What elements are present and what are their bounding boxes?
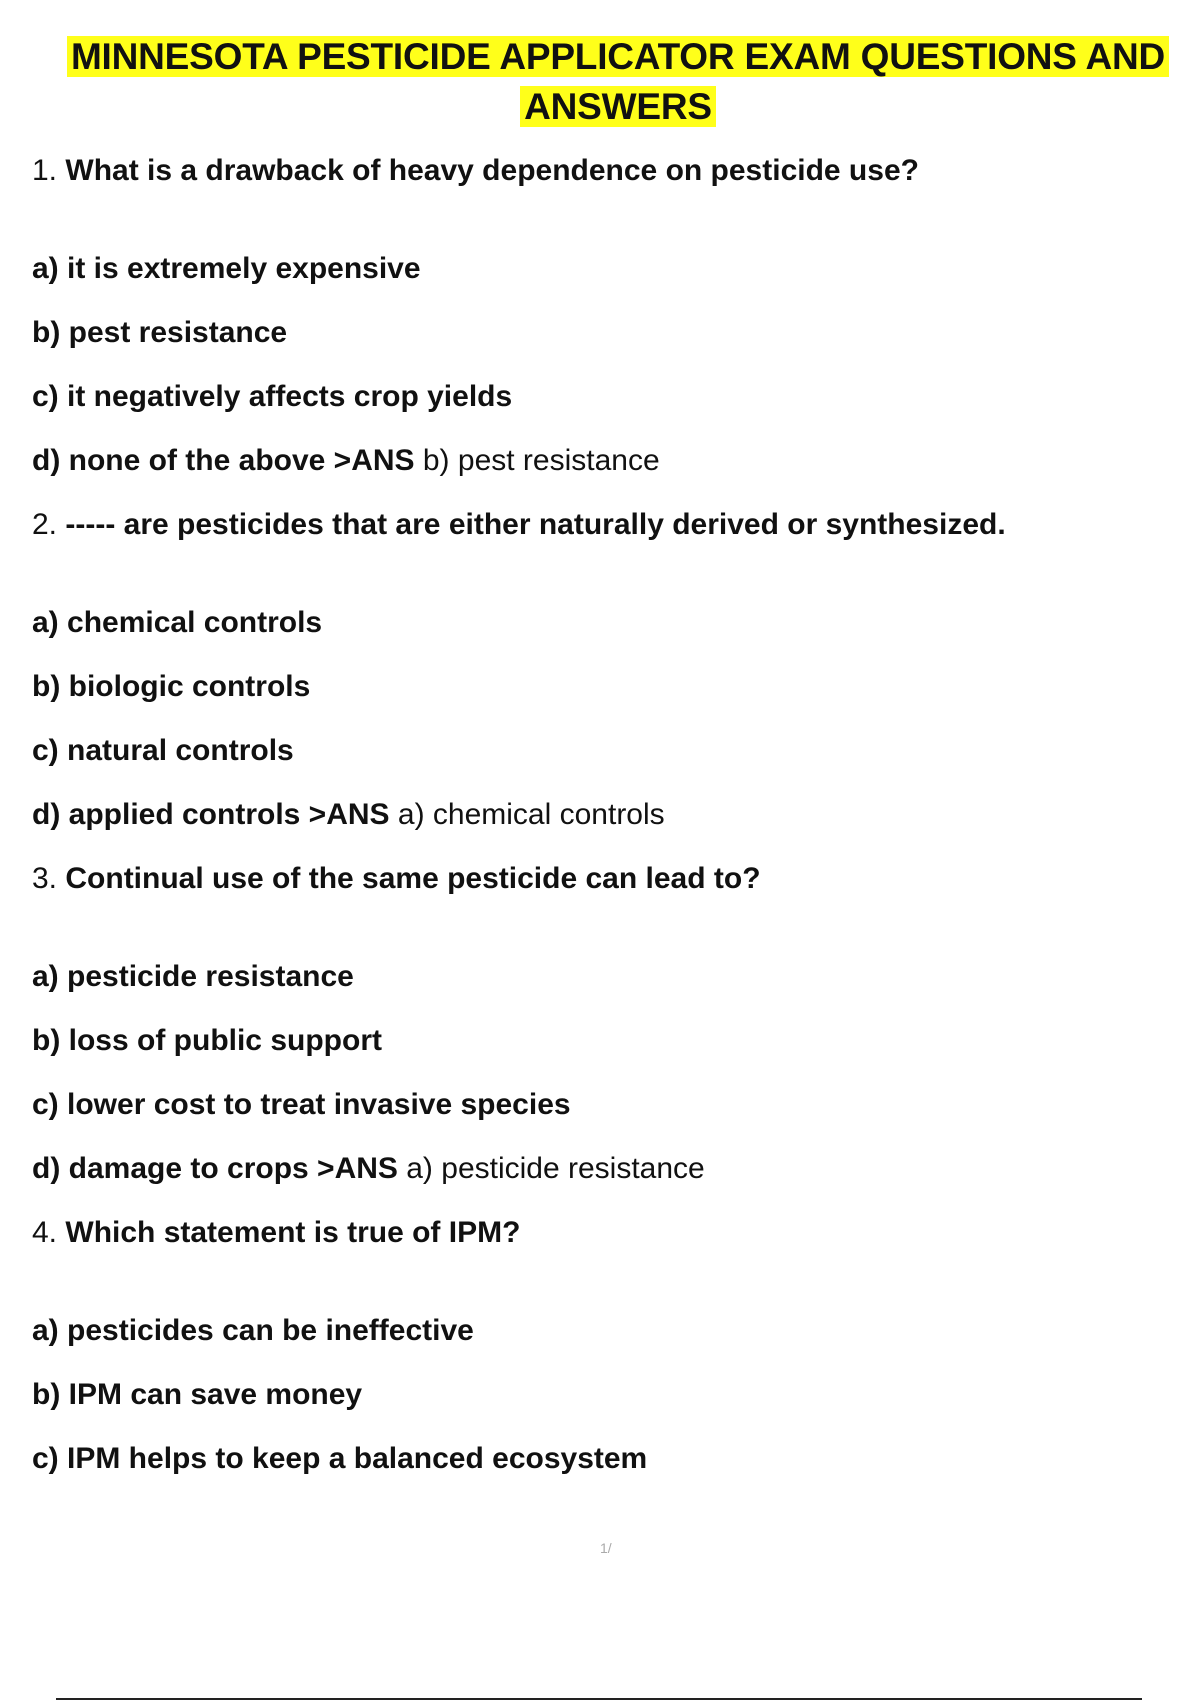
question-1-option-c: c) it negatively affects crop yields: [32, 380, 513, 413]
question-2-option-b: b) biologic controls: [32, 670, 311, 703]
question-3-answer: a) pesticide resistance: [406, 1152, 705, 1185]
question-4-option-c: c) IPM helps to keep a balanced ecosystem: [32, 1442, 648, 1475]
question-list: [32, 150, 1172, 1480]
question-3-option-d: d) damage to crops >ANS a) pesticide resistance: [32, 1152, 705, 1185]
question-4-option-a: a) pesticides can be ineffective: [32, 1314, 474, 1347]
question-3-option-c: c) lower cost to treat invasive species: [32, 1088, 571, 1121]
question-2-option-a: a) chemical controls: [32, 606, 323, 639]
question-1: 1. What is a drawback of heavy dependence on pesticide use?: [32, 154, 919, 187]
title-line-1: MINNESOTA PESTICIDE APPLICATOR EXAM QUESTIONS AND: [67, 36, 1169, 77]
question-1-option-d: d) none of the above >ANS b) pest resistance: [32, 444, 660, 477]
question-1-answer: b) pest resistance: [422, 444, 660, 477]
page-number: 1/: [600, 1540, 612, 1556]
title-line-2: ANSWERS: [520, 86, 716, 127]
document-title: [0, 32, 1200, 132]
question-4-option-b: b) IPM can save money: [32, 1378, 363, 1411]
question-2: 2. ----- are pesticides that are either naturally derived or synthesized.: [32, 508, 1006, 541]
question-2-option-d: d) applied controls >ANS a) chemical controls: [32, 798, 665, 831]
question-1-option-a: a) it is extremely expensive: [32, 252, 421, 285]
question-3-option-a: a) pesticide resistance: [32, 960, 354, 993]
question-3-option-b: b) loss of public support: [32, 1024, 382, 1057]
question-3: 3. Continual use of the same pesticide can lead to?: [32, 862, 761, 895]
question-2-option-c: c) natural controls: [32, 734, 294, 767]
question-1-option-b: b) pest resistance: [32, 316, 288, 349]
question-4: 4. Which statement is true of IPM?: [32, 1216, 521, 1249]
question-2-answer: a) chemical controls: [397, 798, 665, 831]
